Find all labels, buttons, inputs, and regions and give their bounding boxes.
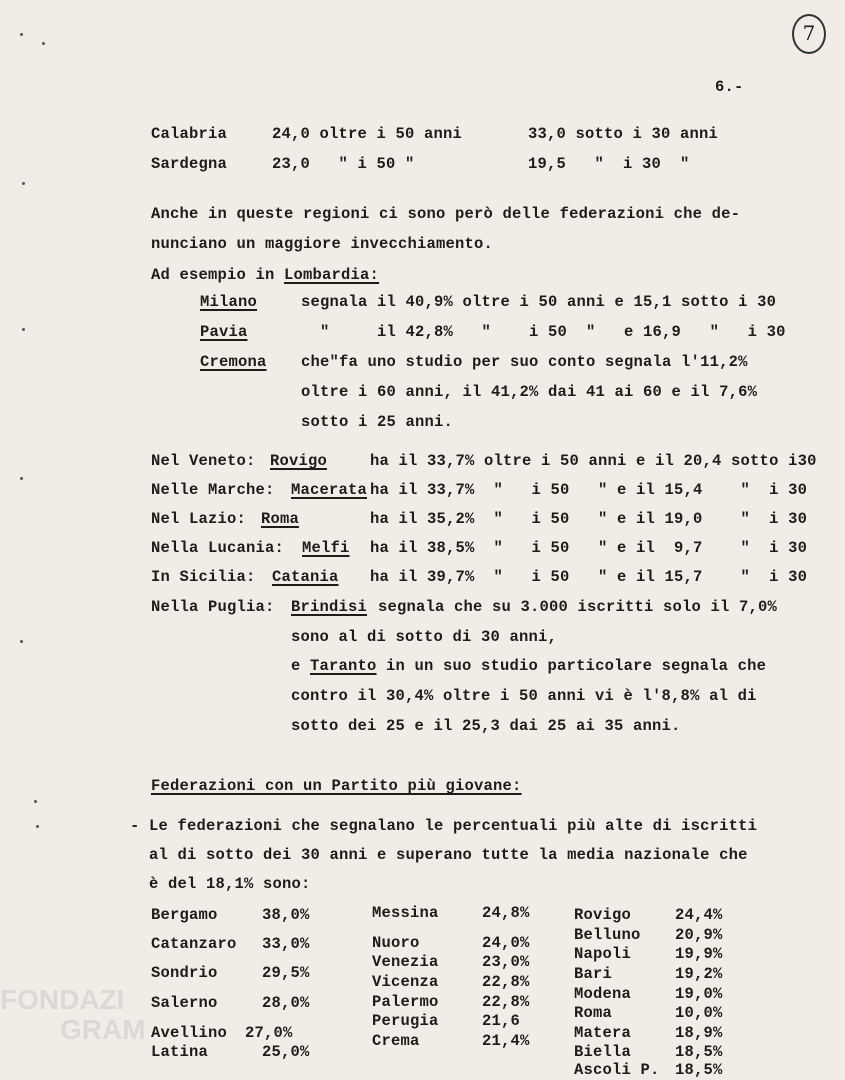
- margin-dot: [22, 328, 25, 331]
- list-item-name: Belluno: [574, 926, 641, 944]
- list-item-name: Napoli: [574, 945, 632, 963]
- list-item-value: 29,5%: [262, 964, 310, 982]
- federation-text: ha il 38,5% " i 50 " e il 9,7 " i 30: [370, 539, 808, 557]
- list-item-name: Roma: [574, 1004, 613, 1022]
- list-item-value: 33,0%: [262, 935, 310, 953]
- list-item-name: Latina: [151, 1043, 209, 1061]
- region-prefix: Nel Veneto:: [151, 452, 266, 470]
- region-value-young: 19,5 " i 30 ": [528, 155, 690, 173]
- list-item-value: 23,0%: [482, 953, 530, 971]
- list-item-value: 21,6: [482, 1012, 521, 1030]
- margin-dot: [20, 477, 23, 480]
- federation-name: Rovigo: [270, 452, 328, 470]
- list-item-value: 18,5%: [675, 1043, 723, 1061]
- federation-text: ha il 35,2% " i 50 " e il 19,0 " i 30: [370, 510, 808, 528]
- paragraph-line: nunciano un maggiore invecchiamento.: [151, 235, 494, 253]
- list-item-value: 19,9%: [675, 945, 723, 963]
- list-item-value: 10,0%: [675, 1004, 723, 1022]
- margin-dot: [20, 640, 23, 643]
- paragraph-line: Anche in queste regioni ci sono però delle federazioni che de-: [151, 205, 741, 223]
- list-item-name: Vicenza: [372, 973, 439, 991]
- region-prefix: Nel Lazio:: [151, 510, 256, 528]
- list-item-value: 21,4%: [482, 1032, 530, 1050]
- list-item-name: Nuoro: [372, 934, 420, 952]
- example-region: Lombardia:: [284, 266, 380, 284]
- margin-dot: [22, 182, 25, 185]
- list-item-name: Venezia: [372, 953, 439, 971]
- list-item-value: 28,0%: [262, 994, 310, 1012]
- region-prefix: Nelle Marche:: [151, 481, 285, 499]
- region-value-young: 33,0 sotto i 30 anni: [528, 125, 719, 143]
- list-item-name: Ascoli P.: [574, 1061, 660, 1079]
- federation-text-cont: sotto dei 25 e il 25,3 dai 25 ai 35 anni.: [291, 717, 681, 735]
- region-value-old: 23,0 " i 50 ": [272, 155, 415, 173]
- federation-text: ha il 33,7% oltre i 50 anni e il 20,4 sotto i30: [370, 452, 817, 470]
- list-item-value: 20,9%: [675, 926, 723, 944]
- list-item-value: 25,0%: [262, 1043, 310, 1061]
- list-item-name: Salerno: [151, 994, 218, 1012]
- federation-name: Catania: [272, 568, 339, 586]
- paragraph-line: - Le federazioni che segnalano le percentuali più alte di iscritti: [130, 817, 758, 835]
- taranto-prefix: e: [291, 657, 311, 675]
- federation-text: in un suo studio particolare segnala che: [376, 657, 767, 675]
- circled-page-mark: 7: [792, 14, 826, 54]
- federation-name: Brindisi: [291, 598, 368, 616]
- list-item-value: 24,8%: [482, 904, 530, 922]
- federation-name: Taranto: [310, 657, 377, 675]
- federation-text: ha il 39,7% " i 50 " e il 15,7 " i 30: [370, 568, 808, 586]
- list-item-value: 18,9%: [675, 1024, 723, 1042]
- federation-name: Melfi: [302, 539, 350, 557]
- federation-text-cont: sono al di sotto di 30 anni,: [291, 628, 558, 646]
- list-item-name: Biella: [574, 1043, 632, 1061]
- region-name: Sardegna: [151, 155, 228, 173]
- list-item-name: Avellino: [151, 1024, 228, 1042]
- paragraph-line: al di sotto dei 30 anni e superano tutte la media nazionale che: [130, 846, 748, 864]
- region-name: Calabria: [151, 125, 228, 143]
- list-item-name: Sondrio: [151, 964, 218, 982]
- section-heading: Federazioni con un Partito più giovane:: [151, 777, 522, 795]
- region-prefix: Nella Puglia:: [151, 598, 285, 616]
- region-prefix: In Sicilia:: [151, 568, 266, 586]
- federation-name: Cremona: [200, 353, 267, 371]
- example-intro: [151, 266, 379, 284]
- list-item-name: Perugia: [372, 1012, 439, 1030]
- federation-text: segnala il 40,9% oltre i 50 anni e 15,1 sotto i 30: [301, 293, 777, 311]
- list-item-value: 38,0%: [262, 906, 310, 924]
- list-item-value: 24,4%: [675, 906, 723, 924]
- watermark-line: FONDAZI: [0, 984, 125, 1015]
- federation-text: che"fa uno studio per suo conto segnala l'11,2%: [301, 353, 748, 371]
- list-item-value: 27,0%: [245, 1024, 293, 1042]
- list-item-name: Modena: [574, 985, 632, 1003]
- margin-dot: [34, 800, 37, 803]
- list-item-value: 24,0%: [482, 934, 530, 952]
- example-intro-text: Ad esempio in: [151, 266, 285, 284]
- federation-name: Roma: [261, 510, 300, 528]
- list-item-name: Catanzaro: [151, 935, 237, 953]
- list-item-name: Palermo: [372, 993, 439, 1011]
- region-prefix: Nella Lucania:: [151, 539, 294, 557]
- list-item-name: Messina: [372, 904, 439, 922]
- margin-dot: [20, 33, 23, 36]
- list-item-value: 22,8%: [482, 973, 530, 991]
- federation-name: Pavia: [200, 323, 248, 341]
- list-item-name: Matera: [574, 1024, 632, 1042]
- federation-name: Milano: [200, 293, 258, 311]
- archive-watermark: [0, 985, 146, 1045]
- list-item-value: 19,2%: [675, 965, 723, 983]
- federation-name: Macerata: [291, 481, 368, 499]
- federation-text: ha il 33,7% " i 50 " e il 15,4 " i 30: [370, 481, 808, 499]
- taranto-line: [291, 657, 766, 675]
- federation-text-cont: contro il 30,4% oltre i 50 anni vi è l'8,8% al di: [291, 687, 757, 705]
- list-item-name: Crema: [372, 1032, 420, 1050]
- federation-text-cont: oltre i 60 anni, il 41,2% dai 41 ai 60 e il 7,6%: [301, 383, 758, 401]
- federation-text: segnala che su 3.000 iscritti solo il 7,0%: [378, 598, 778, 616]
- list-item-value: 22,8%: [482, 993, 530, 1011]
- list-item-value: 18,5%: [675, 1061, 723, 1079]
- watermark-line: GRAM: [60, 1014, 146, 1045]
- federation-text-cont: sotto i 25 anni.: [301, 413, 454, 431]
- margin-dot: [36, 825, 39, 828]
- paragraph-line: è del 18,1% sono:: [130, 875, 311, 893]
- margin-dot: [42, 42, 45, 45]
- list-item-value: 19,0%: [675, 985, 723, 1003]
- list-item-name: Bari: [574, 965, 613, 983]
- federation-text: " il 42,8% " i 50 " e 16,9 " i 30: [301, 323, 786, 341]
- list-item-name: Bergamo: [151, 906, 218, 924]
- region-value-old: 24,0 oltre i 50 anni: [272, 125, 463, 143]
- list-item-name: Rovigo: [574, 906, 632, 924]
- page-number: 6.-: [715, 78, 744, 96]
